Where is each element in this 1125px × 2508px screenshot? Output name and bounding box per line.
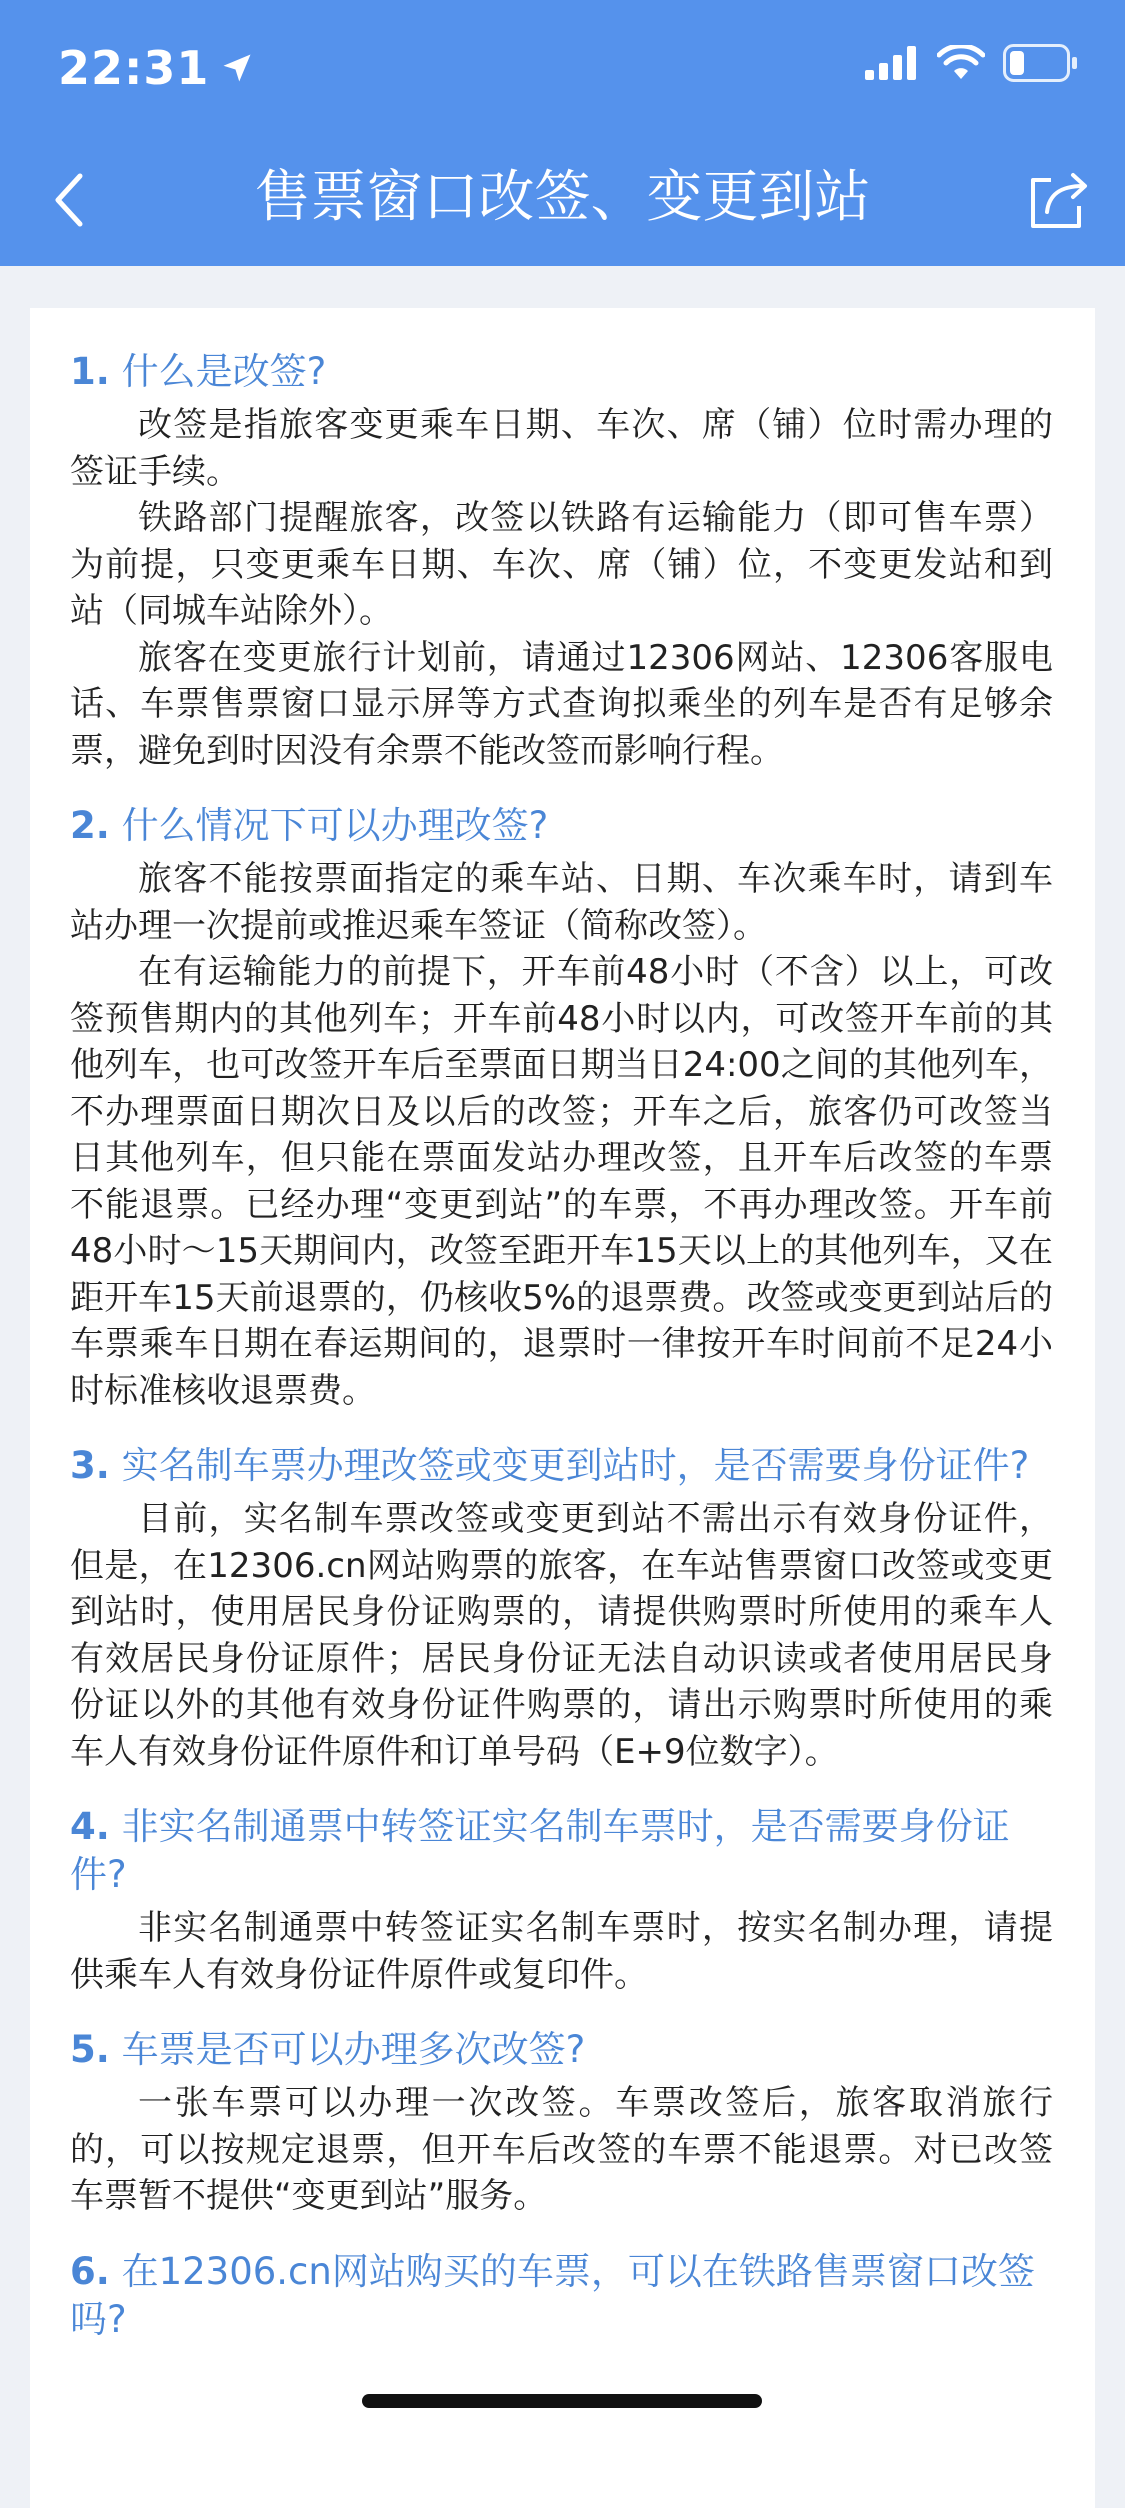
faq-question-3[interactable]	[70, 1442, 1053, 1490]
location-arrow-icon	[219, 50, 255, 86]
status-time: 22:31	[58, 41, 210, 95]
faq-section-2	[70, 802, 1053, 1414]
answer-paragraph: 旅客在变更旅行计划前，请通过12306网站、12306客服电话、车票售票窗口显示屏等方式查询拟乘坐的列车是否有足够余票，避免到时因没有余票不能改签而影响行程。	[70, 637, 1053, 771]
answer-paragraph: 在有运输能力的前提下，开车前48小时（不含）以上，可改签预售期内的其他列车；开车前48小时以内，可改签开车前的其他列车，也可改签开车后至票面日期当日24:00之间的其他列车，不办理票面日期次日及以后的改签；开车之后，旅客仍可改签当日其他列车，但只能在票面发站办理改签，且开车后改签的车票不能退票。已经办理“变更到站”的车票，不再办理改签。开车前48小时～15天期间内，改签至距开车15天以上的其他列车，又在距开车15天前退票的，仍核收5%的退票费。改签或变更到站后的车票乘车日期在春运期间的，退票时一律按开车时间前不足24小时标准核收退票费。	[70, 952, 1053, 1411]
question-number: 4.	[70, 1805, 110, 1848]
status-time-group	[58, 38, 255, 98]
question-text: 什么情况下可以办理改签?	[121, 804, 549, 847]
question-text: 车票是否可以办理多次改签?	[121, 2028, 586, 2071]
question-number: 5.	[70, 2028, 110, 2071]
faq-section-3	[70, 1442, 1053, 1775]
wifi-icon	[937, 45, 985, 81]
question-number: 2.	[70, 804, 110, 847]
answer-paragraph: 一张车票可以办理一次改签。车票改签后，旅客取消旅行的，可以按规定退票，但开车后改签的车票不能退票。对已改签车票暂不提供“变更到站”服务。	[70, 2083, 1053, 2216]
nav-bar	[0, 132, 1125, 266]
answer-paragraph: 旅客不能按票面指定的乘车站、日期、车次乘车时，请到车站办理一次提前或推迟乘车签证（简称改签）。	[70, 859, 1053, 946]
battery-icon	[1003, 44, 1079, 82]
faq-card	[30, 308, 1095, 2508]
faq-question-4[interactable]	[70, 1803, 1053, 1899]
question-text: 什么是改签?	[121, 350, 327, 393]
answer-paragraph: 非实名制通票中转签证实名制车票时，按实名制办理，请提供乘车人有效身份证件原件或复印件。	[70, 1908, 1053, 1995]
status-icons	[865, 44, 1079, 82]
faq-section-4	[70, 1803, 1053, 1998]
chevron-left-icon	[50, 170, 90, 230]
home-indicator[interactable]	[362, 2394, 762, 2408]
question-text: 非实名制通票中转签证实名制车票时，是否需要身份证件?	[70, 1805, 1010, 1896]
share-button[interactable]	[1017, 158, 1101, 242]
faq-question-6[interactable]	[70, 2248, 1053, 2344]
faq-question-1[interactable]	[70, 348, 1053, 396]
app-header	[0, 0, 1125, 266]
faq-question-2[interactable]	[70, 802, 1053, 850]
question-number: 3.	[70, 1444, 110, 1487]
faq-section-1	[70, 348, 1053, 774]
back-button[interactable]	[30, 160, 110, 240]
answer-paragraph: 目前，实名制车票改签或变更到站不需出示有效身份证件，但是，在12306.cn网站购票的旅客，在车站售票窗口改签或变更到站时，使用居民身份证购票的，请提供购票时所使用的乘车人有效居民身份证原件；居民身份证无法自动识读或者使用居民身份证以外的其他有效身份证件购票的，请出示购票时所使用的乘车人有效身份证件原件和订单号码（E+9位数字）。	[70, 1499, 1053, 1772]
answer-paragraph: 铁路部门提醒旅客，改签以铁路有运输能力（即可售车票）为前提，只变更乘车日期、车次、席（铺）位，不变更发站和到站（同城车站除外）。	[70, 498, 1053, 631]
question-text: 实名制车票办理改签或变更到站时，是否需要身份证件?	[121, 1444, 1030, 1487]
faq-section-5	[70, 2026, 1053, 2220]
question-number: 1.	[70, 350, 110, 393]
question-text: 在12306.cn网站购买的车票，可以在铁路售票窗口改签吗?	[70, 2249, 1035, 2341]
page-title: 售票窗口改签、变更到站	[254, 165, 871, 230]
signal-icon	[865, 46, 919, 80]
share-icon	[1027, 170, 1091, 230]
faq-section-6	[70, 2248, 1053, 2344]
faq-question-5[interactable]	[70, 2026, 1053, 2074]
status-bar	[0, 0, 1125, 132]
question-number: 6.	[70, 2249, 110, 2293]
answer-paragraph: 改签是指旅客变更乘车日期、车次、席（铺）位时需办理的签证手续。	[70, 405, 1053, 492]
